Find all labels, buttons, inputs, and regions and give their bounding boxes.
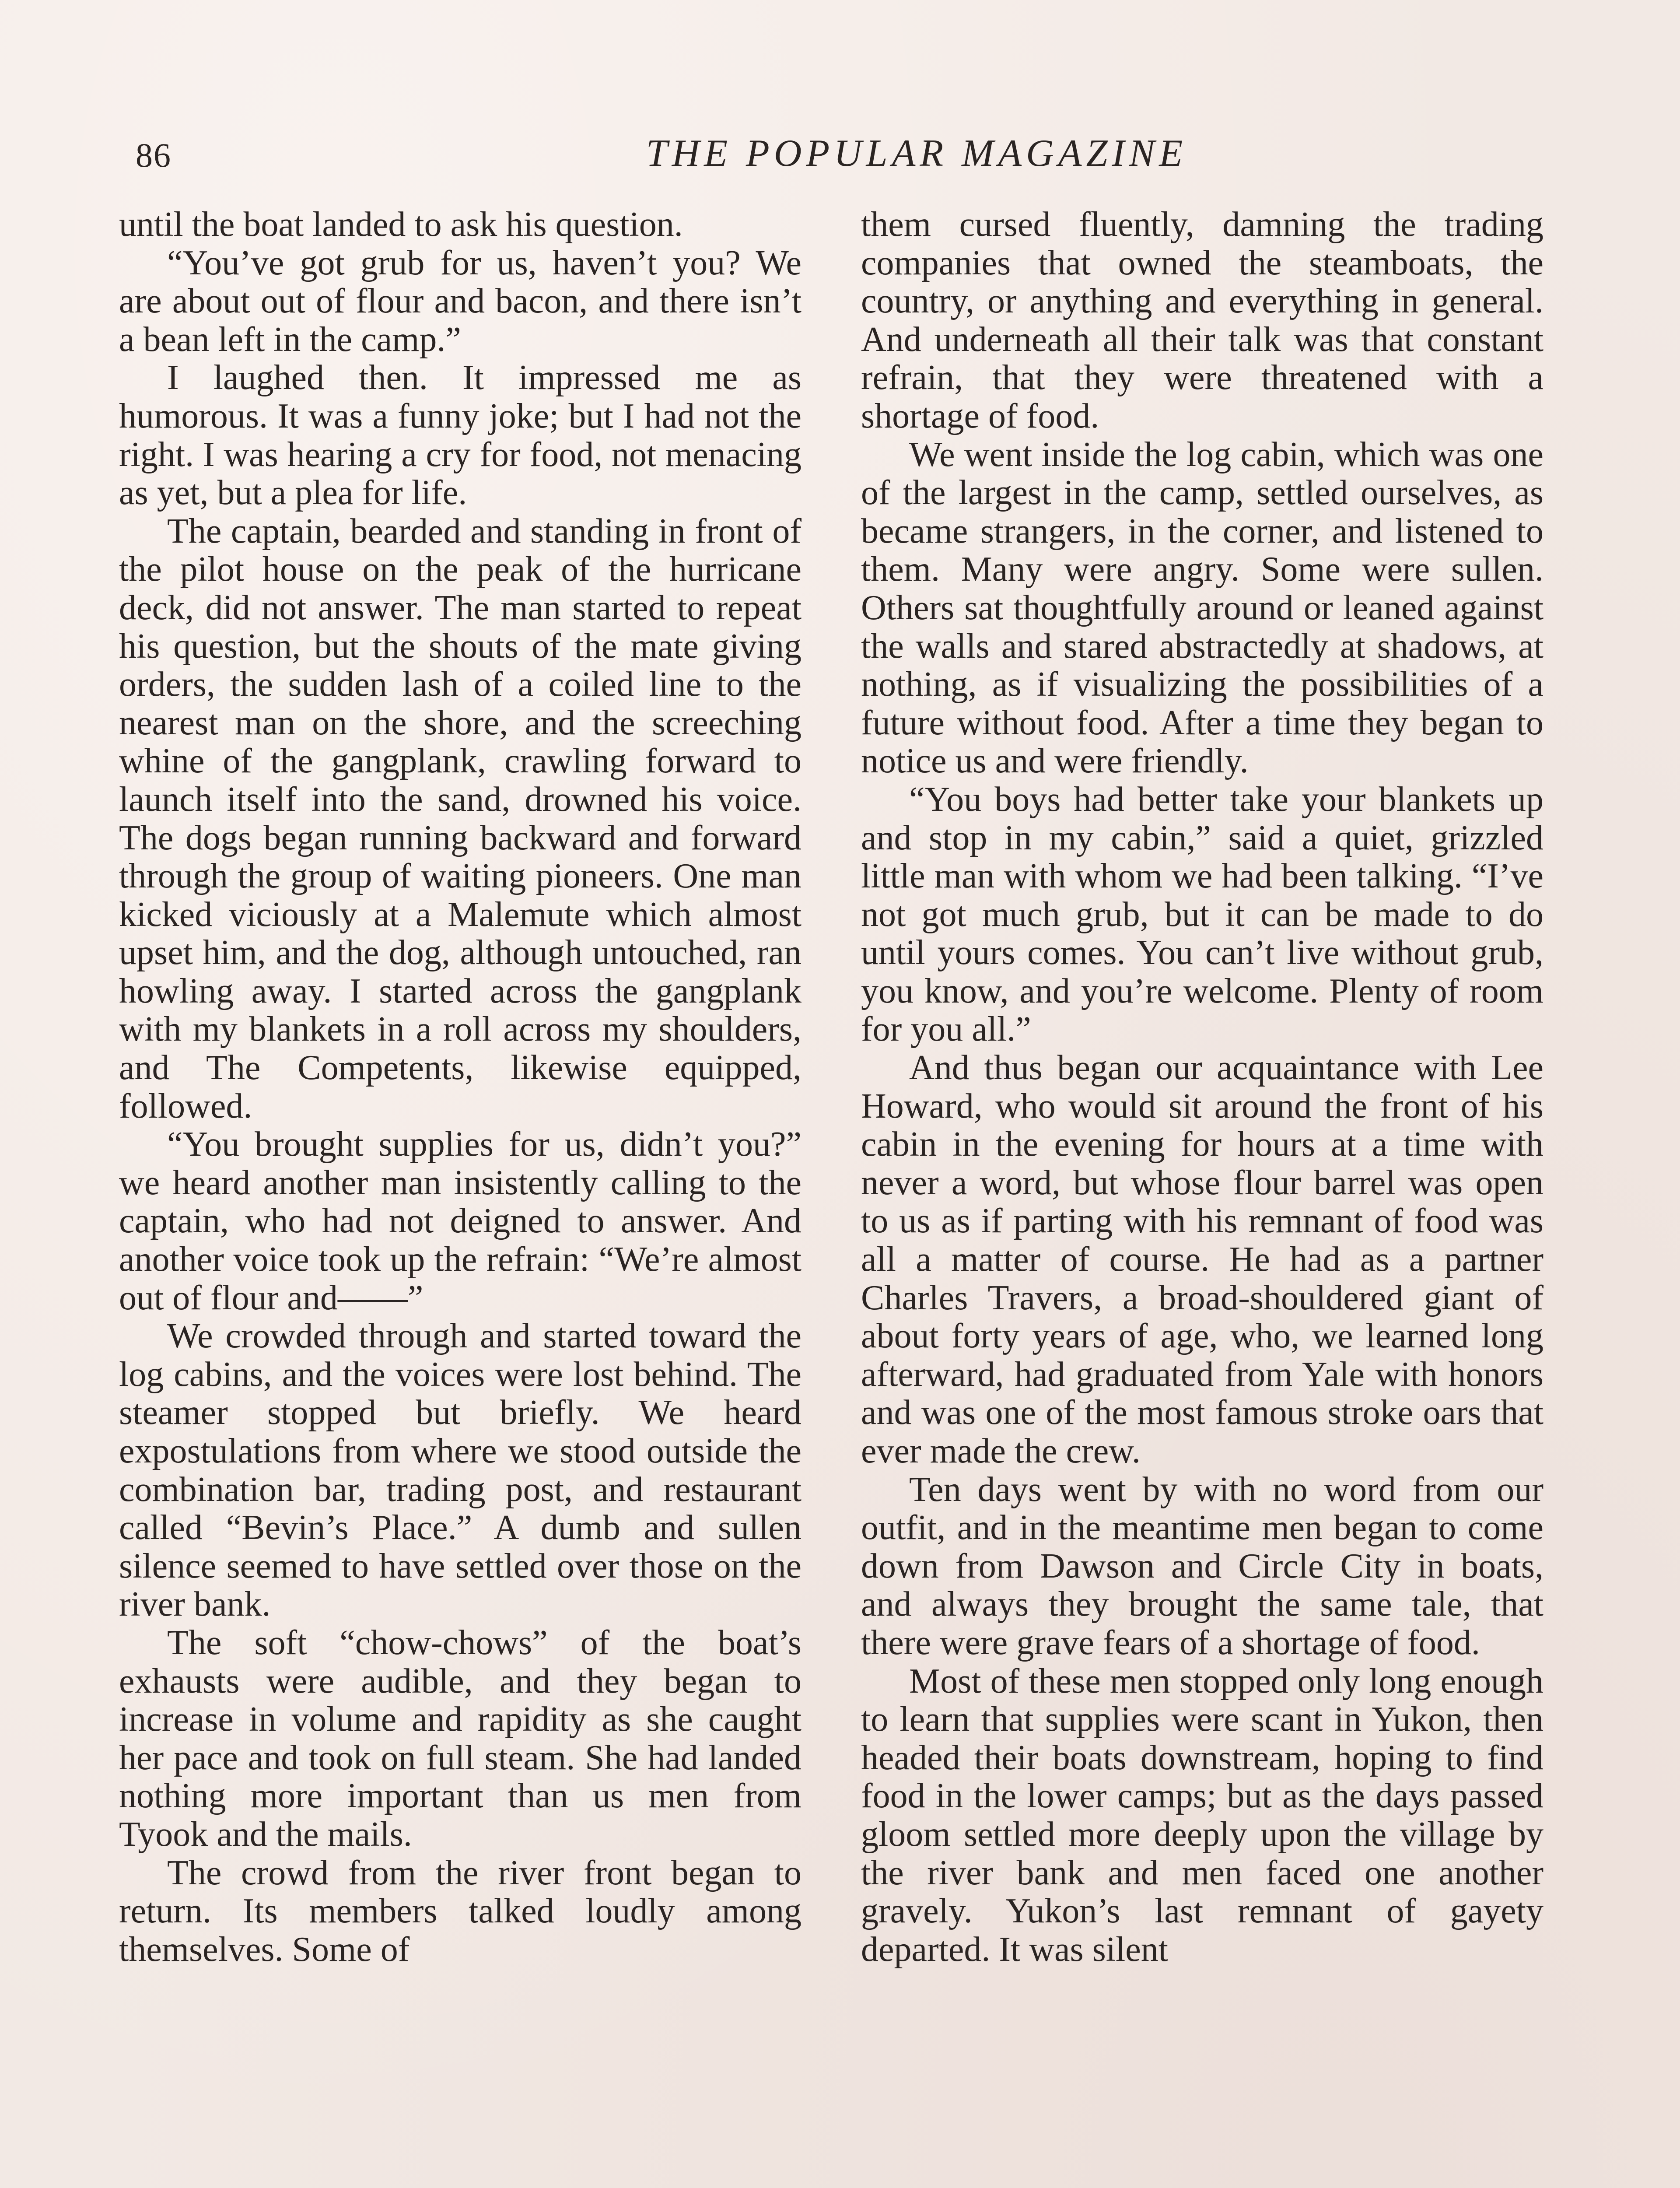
paragraph: The captain, bearded and standing in front of the pilot house on the peak of the hurricane deck, did not answer. The man started to repeat his question, but the shouts of the mate giving orders, the sudden lash of a coiled line to the nearest man on the shore, and the screeching whine of the gangplank, crawling forward to launch itself into the sand, drowned his voice. The dogs began running backward and forward through the group of waiting pioneers. One man kicked viciously at a Malemute which almost upset him, and the dog, although untouched, ran howling away. I started across the gangplank with my blankets in a roll across my shoulders, and The Competents, likewise equipped, followed. [119, 512, 802, 1126]
paragraph: “You’ve got grub for us, haven’t you? We are about out of flour and bacon, and there isn’t a bean left in the camp.” [119, 243, 802, 359]
paragraph: “You brought supplies for us, didn’t you?” we heard another man insistently calling to the captain, who had not deigned to answer. And another voice took up the refrain: “We’re almost out of flour and——” [119, 1125, 802, 1317]
paragraph: I laughed then. It impressed me as humorous. It was a funny joke; but I had not the right. I was hearing a cry for food, not menacing as yet, but a plea for life. [119, 358, 802, 512]
paragraph: “You boys had better take your blankets up and stop in my cabin,” said a quiet, grizzled little man with whom we had been talking. “I’ve not got much grub, but it can be made to do until yours comes. You can’t live without grub, you know, and you’re welcome. Plenty of room for you all.” [861, 780, 1544, 1049]
paragraph: until the boat landed to ask his question. [119, 206, 683, 244]
paragraph: Ten days went by with no word from our outfit, and in the meantime men began to come down from Dawson and Circle City in boats, and always they brought the same tale, that there were grave fears of a shortage of food. [861, 1470, 1544, 1662]
paragraph: them cursed fluently, damning the trading companies that owned the steamboats, the country, or anything and everything in general. And underneath all their talk was that constant refrain, that they were threatened with a shortage of food. [861, 206, 1544, 435]
running-title: THE POPULAR MAGAZINE [646, 132, 1187, 175]
right-column [861, 206, 1544, 2188]
paragraph: The crowd from the river front began to return. Its members talked loudly among themselves. Some of [119, 1853, 802, 1969]
page-number: 86 [136, 136, 172, 174]
paragraph: The soft “chow-chows” of the boat’s exhausts were audible, and they began to increase in volume and rapidity as she caught her pace and took on full steam. She had landed nothing more important than us men from Tyook and the mails. [119, 1623, 802, 1854]
paragraph: And thus began our acquaintance with Lee Howard, who would sit around the front of his cabin in the evening for hours at a time with never a word, but whose flour barrel was open to us as if parting with his remnant of food was all a matter of course. He had as a partner Charles Travers, a broad-shouldered giant of about forty years of age, who, we learned long afterward, had graduated from Yale with honors and was one of the most famous stroke oars that ever made the crew. [861, 1048, 1544, 1470]
paragraph: Most of these men stopped only long enough to learn that supplies were scant in Yukon, then headed their boats downstream, hoping to find food in the lower camps; but as the days passed gloom settled more deeply upon the village by the river bank and men faced one another gravely. Yukon’s last remnant of gayety departed. It was silent [861, 1662, 1544, 1969]
paragraph: We crowded through and started toward the log cabins, and the voices were lost behind. The steamer stopped but briefly. We heard expostulations from where we stood outside the combination bar, trading post, and restaurant called “Bevin’s Place.” A dumb and sullen silence seemed to have settled over those on the river bank. [119, 1317, 802, 1624]
left-column [119, 206, 802, 2188]
paragraph: We went inside the log cabin, which was one of the largest in the camp, settled ourselves, as became strangers, in the corner, and listened to them. Many were angry. Some were sullen. Others sat thoughtfully around or leaned against the walls and stared abstractedly at shadows, at nothing, as if visualizing the possibilities of a future without food. After a time they began to notice us and were friendly. [861, 435, 1544, 781]
page-header [136, 131, 1553, 179]
